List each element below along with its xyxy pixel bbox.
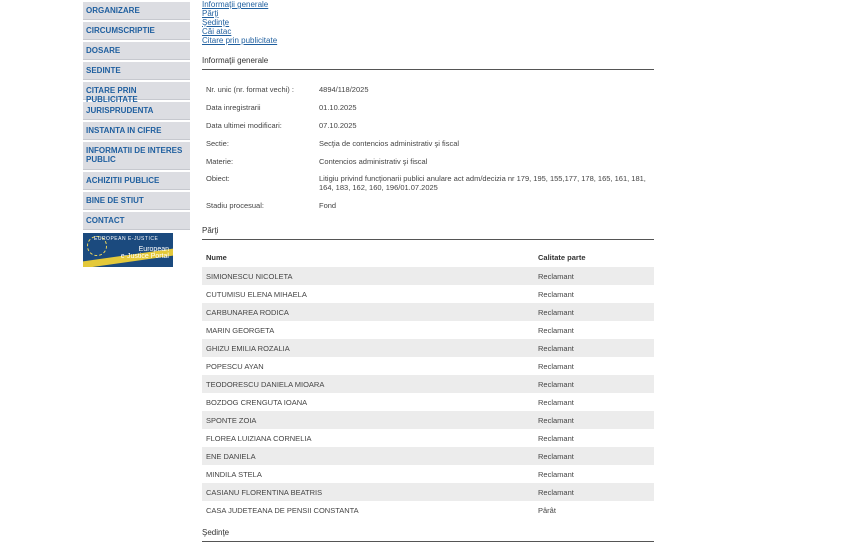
party-name: MARIN GEORGETA [206,326,275,335]
info-value: Contencios administrativ şi fiscal [319,157,428,166]
anchor-citare-prin-publicitate[interactable]: Citare prin publicitate [202,36,278,45]
party-name: GHIZU EMILIA ROZALIA [206,344,290,353]
party-role: Reclamant [538,416,574,425]
party-name: FLOREA LUIZIANA CORNELIA [206,434,312,443]
party-role: Reclamant [538,398,574,407]
side-navigation [83,0,190,232]
anchor-informatii-generale[interactable]: Informaţii generale [202,0,269,9]
nav-item-contact[interactable]: CONTACT [83,212,190,230]
table-row [202,303,654,321]
nav-item-sedinte[interactable]: SEDINTE [83,62,190,80]
party-role: Reclamant [538,362,574,371]
nav-item-informatii-de-interes-public[interactable]: INFORMATII DE INTERES PUBLIC [83,142,190,170]
column-header-name: Nume [206,253,227,262]
parties-table [202,248,654,519]
info-value: Secţia de contencios administrativ şi fiscal [319,139,460,148]
banner-title-line2: e-Justice Portal [120,253,169,260]
nav-item-circumscriptie[interactable]: CIRCUMSCRIPTIE [83,22,190,40]
party-role: Reclamant [538,488,574,497]
table-row [202,483,654,501]
section-anchor-links [202,0,277,45]
table-row [202,321,654,339]
table-row [202,285,654,303]
info-label: Sectie: [206,139,229,148]
party-name: TEODORESCU DANIELA MIOARA [206,380,325,389]
party-role: Reclamant [538,308,574,317]
party-name: MINDILA STELA [206,470,262,479]
party-name: ENE DANIELA [206,452,256,461]
banner-title-line1: European [138,246,169,253]
party-name: BOZDOG CRENGUTA IOANA [206,398,308,407]
table-row [202,357,654,375]
party-name: CASIANU FLORENTINA BEATRIS [206,488,323,497]
table-row [202,375,654,393]
party-role: Pârât [538,506,556,515]
info-value: 01.10.2025 [319,103,357,112]
e-justice-portal-banner[interactable] [83,233,173,267]
nav-item-bine-de-stiut[interactable]: BINE DE STIUT [83,192,190,210]
info-label: Data inregistrarii [206,103,261,112]
info-label: Stadiu procesual: [206,201,264,210]
info-label: Obiect: [206,174,230,183]
party-name: SIMIONESCU NICOLETA [206,272,293,281]
info-label: Nr. unic (nr. format vechi) : [206,85,294,94]
anchor-sedinte[interactable]: Şedinţe [202,18,230,27]
banner-small-text: EUROPEAN E-JUSTICE [94,236,159,242]
table-row [202,393,654,411]
party-name: SPONTE ZOIA [206,416,257,425]
table-row [202,339,654,357]
info-label: Data ultimei modificari: [206,121,282,130]
column-header-role: Calitate parte [538,253,586,262]
info-value: Litigiu privind funcţionarii publici anulare act adm/decizia nr 179, 195, 155,177, 178, 165, 161, 181, 164, 183, 162, 160, 196/01.07.2025 [319,174,646,192]
info-value: Fond [319,201,337,210]
general-info-heading: Informaţii generale [202,56,654,70]
table-row [202,267,654,285]
banner-title [121,246,169,260]
anchor-cai-atac[interactable]: Căi atac [202,27,232,36]
table-row [202,465,654,483]
nav-item-organizare[interactable]: ORGANIZARE [83,2,190,20]
anchor-parti[interactable]: Părţi [202,9,219,18]
party-role: Reclamant [538,380,574,389]
party-role: Reclamant [538,470,574,479]
party-name: CUTUMISU ELENA MIHAELA [206,290,307,299]
table-row [202,501,654,519]
nav-item-achizitii-publice[interactable]: ACHIZITII PUBLICE [83,172,190,190]
party-role: Reclamant [538,434,574,443]
party-role: Reclamant [538,290,574,299]
party-role: Reclamant [538,452,574,461]
nav-item-jurisprudenta[interactable]: JURISPRUDENTA [83,102,190,120]
nav-item-citare-prin-publicitate[interactable]: CITARE PRIN PUBLICITATE [83,82,190,100]
parties-heading: Părţi [202,226,654,240]
party-role: Reclamant [538,326,574,335]
party-role: Reclamant [538,272,574,281]
info-value: 07.10.2025 [319,121,357,130]
nav-item-instanta-in-cifre[interactable]: INSTANTA IN CIFRE [83,122,190,140]
party-name: CASA JUDETEANA DE PENSII CONSTANTA [206,506,359,515]
info-label: Materie: [206,157,234,166]
hearings-heading: Şedinţe [202,528,654,542]
table-row [202,411,654,429]
party-name: CARBUNAREA RODICA [206,308,289,317]
table-row [202,447,654,465]
table-header [202,248,654,267]
info-value: 4894/118/2025 [319,85,369,94]
nav-item-dosare[interactable]: DOSARE [83,42,190,60]
party-role: Reclamant [538,344,574,353]
party-name: POPESCU AYAN [206,362,264,371]
table-row [202,429,654,447]
